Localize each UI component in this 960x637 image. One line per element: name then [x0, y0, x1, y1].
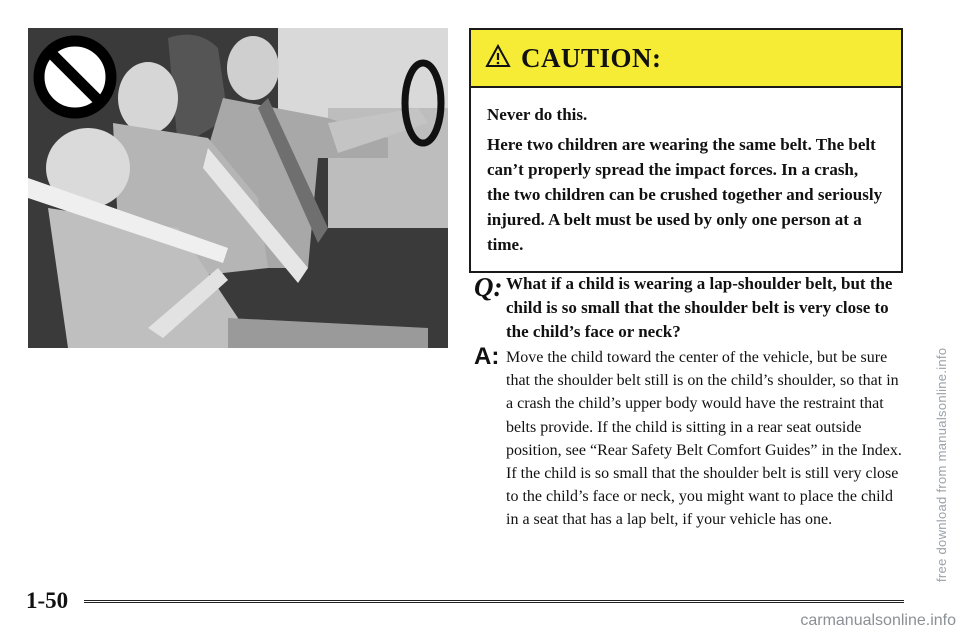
warning-triangle-icon	[485, 44, 511, 73]
answer-marker: A:	[474, 343, 500, 370]
caution-box	[469, 28, 903, 273]
answer-text: Move the child toward the center of the vehicle, but be sure that the shoulder belt still is on the child’s shoulder, so that in a crash the child’s upper body would have the restraint that belts provide. If the child is sitting in a rear seat outside position, see “Rear Safety Belt Comfort Guides” in the Index. If the child is so small that the shoulder belt is still very close to the child’s face or neck, you might want to place the child in a seat that has a lap belt, if your vehicle has one.	[506, 349, 902, 529]
side-watermark: free download from manualsonline.info	[934, 347, 949, 583]
question-text: What if a child is wearing a lap-shoulder belt, but the child is so small that the shoulder belt is very close to the child’s face or neck?	[506, 274, 893, 341]
caution-body	[471, 88, 901, 257]
caution-paragraph: Here two children are wearing the same belt. The belt can’t properly spread the impact forces. In a crash, the two children can be crushed together and seriously injured. A belt must be used by only one person at a time.	[487, 135, 883, 254]
footer-rule	[84, 600, 904, 603]
caution-paragraph: Never do this.	[487, 105, 588, 124]
bottom-watermark: carmanualsonline.info	[800, 612, 956, 629]
prohibition-icon	[32, 34, 118, 120]
caution-title: CAUTION:	[521, 42, 662, 73]
two-children-one-belt-illustration	[28, 28, 448, 348]
question-marker: Q:	[474, 272, 503, 302]
caution-header	[471, 30, 901, 88]
page-number: 1-50	[26, 588, 69, 613]
